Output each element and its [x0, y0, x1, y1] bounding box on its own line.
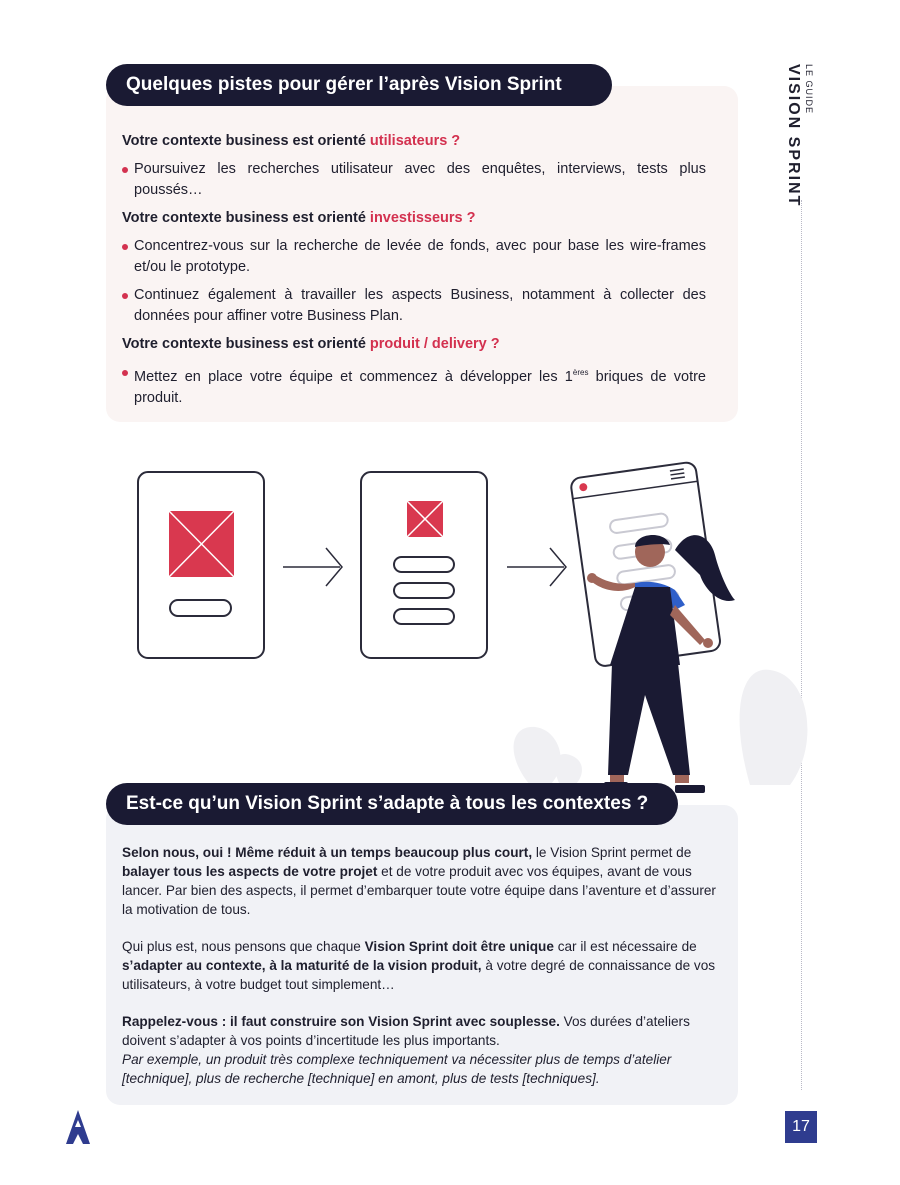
- wireframe-illustration: [130, 455, 830, 800]
- arrow-right-icon: [507, 548, 566, 586]
- question-users: Votre contexte business est orienté utilisateurs ?: [122, 133, 461, 149]
- section1-title: Quelques pistes pour gérer l’après Vision Sprint: [106, 64, 612, 106]
- side-guide-title: [784, 64, 814, 207]
- side-guide-big: VISION SPRINT: [785, 64, 802, 208]
- wireframe-phone-1: [138, 472, 264, 658]
- highlight-product: produit / delivery ?: [369, 336, 500, 352]
- bullet-team: Mettez en place votre équipe et commencez à développer les 1ères briques de votre produit.: [122, 362, 706, 409]
- paragraph-1: Selon nous, oui ! Même réduit à un temps beaucoup plus court, le Vision Sprint permet de balayer tous les aspects de votre projet et de votre produit avec vos équipes, avant de vous lancer. Par bien des aspects, il permet d’embarquer toute votre équipe dans l’aventure et d’assurer la motivation de tous.: [122, 845, 716, 917]
- arrow-right-icon: [283, 548, 342, 586]
- side-guide-small: LE GUIDE: [804, 64, 814, 115]
- question-product: Votre contexte business est orienté produit / delivery ?: [122, 336, 500, 352]
- paragraph-2: Qui plus est, nous pensons que chaque Vision Sprint doit être unique car il est nécessaire de s’adapter au contexte, à la maturité de la vision produit, à votre degré de connaissance de vos utilisateurs, à votre budget tout simplement…: [122, 939, 716, 992]
- paragraph-3-example: Par exemple, un produit très complexe techniquement va nécessiter plus de temps d’atelier [technique], plus de recherche [technique] en amont, plus de tests [techniques].: [122, 1052, 672, 1086]
- section2-title: Est-ce qu’un Vision Sprint s’adapte à tous les contextes ?: [106, 783, 678, 825]
- section1-content: [122, 131, 706, 416]
- question-investors: Votre contexte business est orienté investisseurs ?: [122, 210, 476, 226]
- highlight-users: utilisateurs ?: [369, 133, 461, 149]
- bullet-fundraising: Concentrez-vous sur la recherche de levée de fonds, avec pour base les wire-frames et/ou le prototype.: [122, 236, 706, 278]
- bullet-users: Poursuivez les recherches utilisateur avec des enquêtes, interviews, tests plus poussés…: [122, 159, 706, 201]
- brand-logo: [66, 1110, 90, 1144]
- paragraph-3: Rappelez-vous : il faut construire son Vision Sprint avec souplesse. Vos durées d’ateliers doivent s’adapter à vos points d’incertitude les plus importants. Par exemple, un produit très complexe techniquement va nécessiter plus de temps d’atelier [technique], plus de recherche [technique] en amont, plus de tests [techniques].: [122, 1012, 722, 1088]
- wireframe-phone-2: [361, 472, 487, 658]
- bullet-business: Continuez également à travailler les aspects Business, notamment à collecter des données pour affiner votre Business Plan.: [122, 285, 706, 327]
- highlight-investors: investisseurs ?: [369, 210, 476, 226]
- section2-content: [122, 843, 722, 1106]
- page-number: 17: [785, 1111, 817, 1143]
